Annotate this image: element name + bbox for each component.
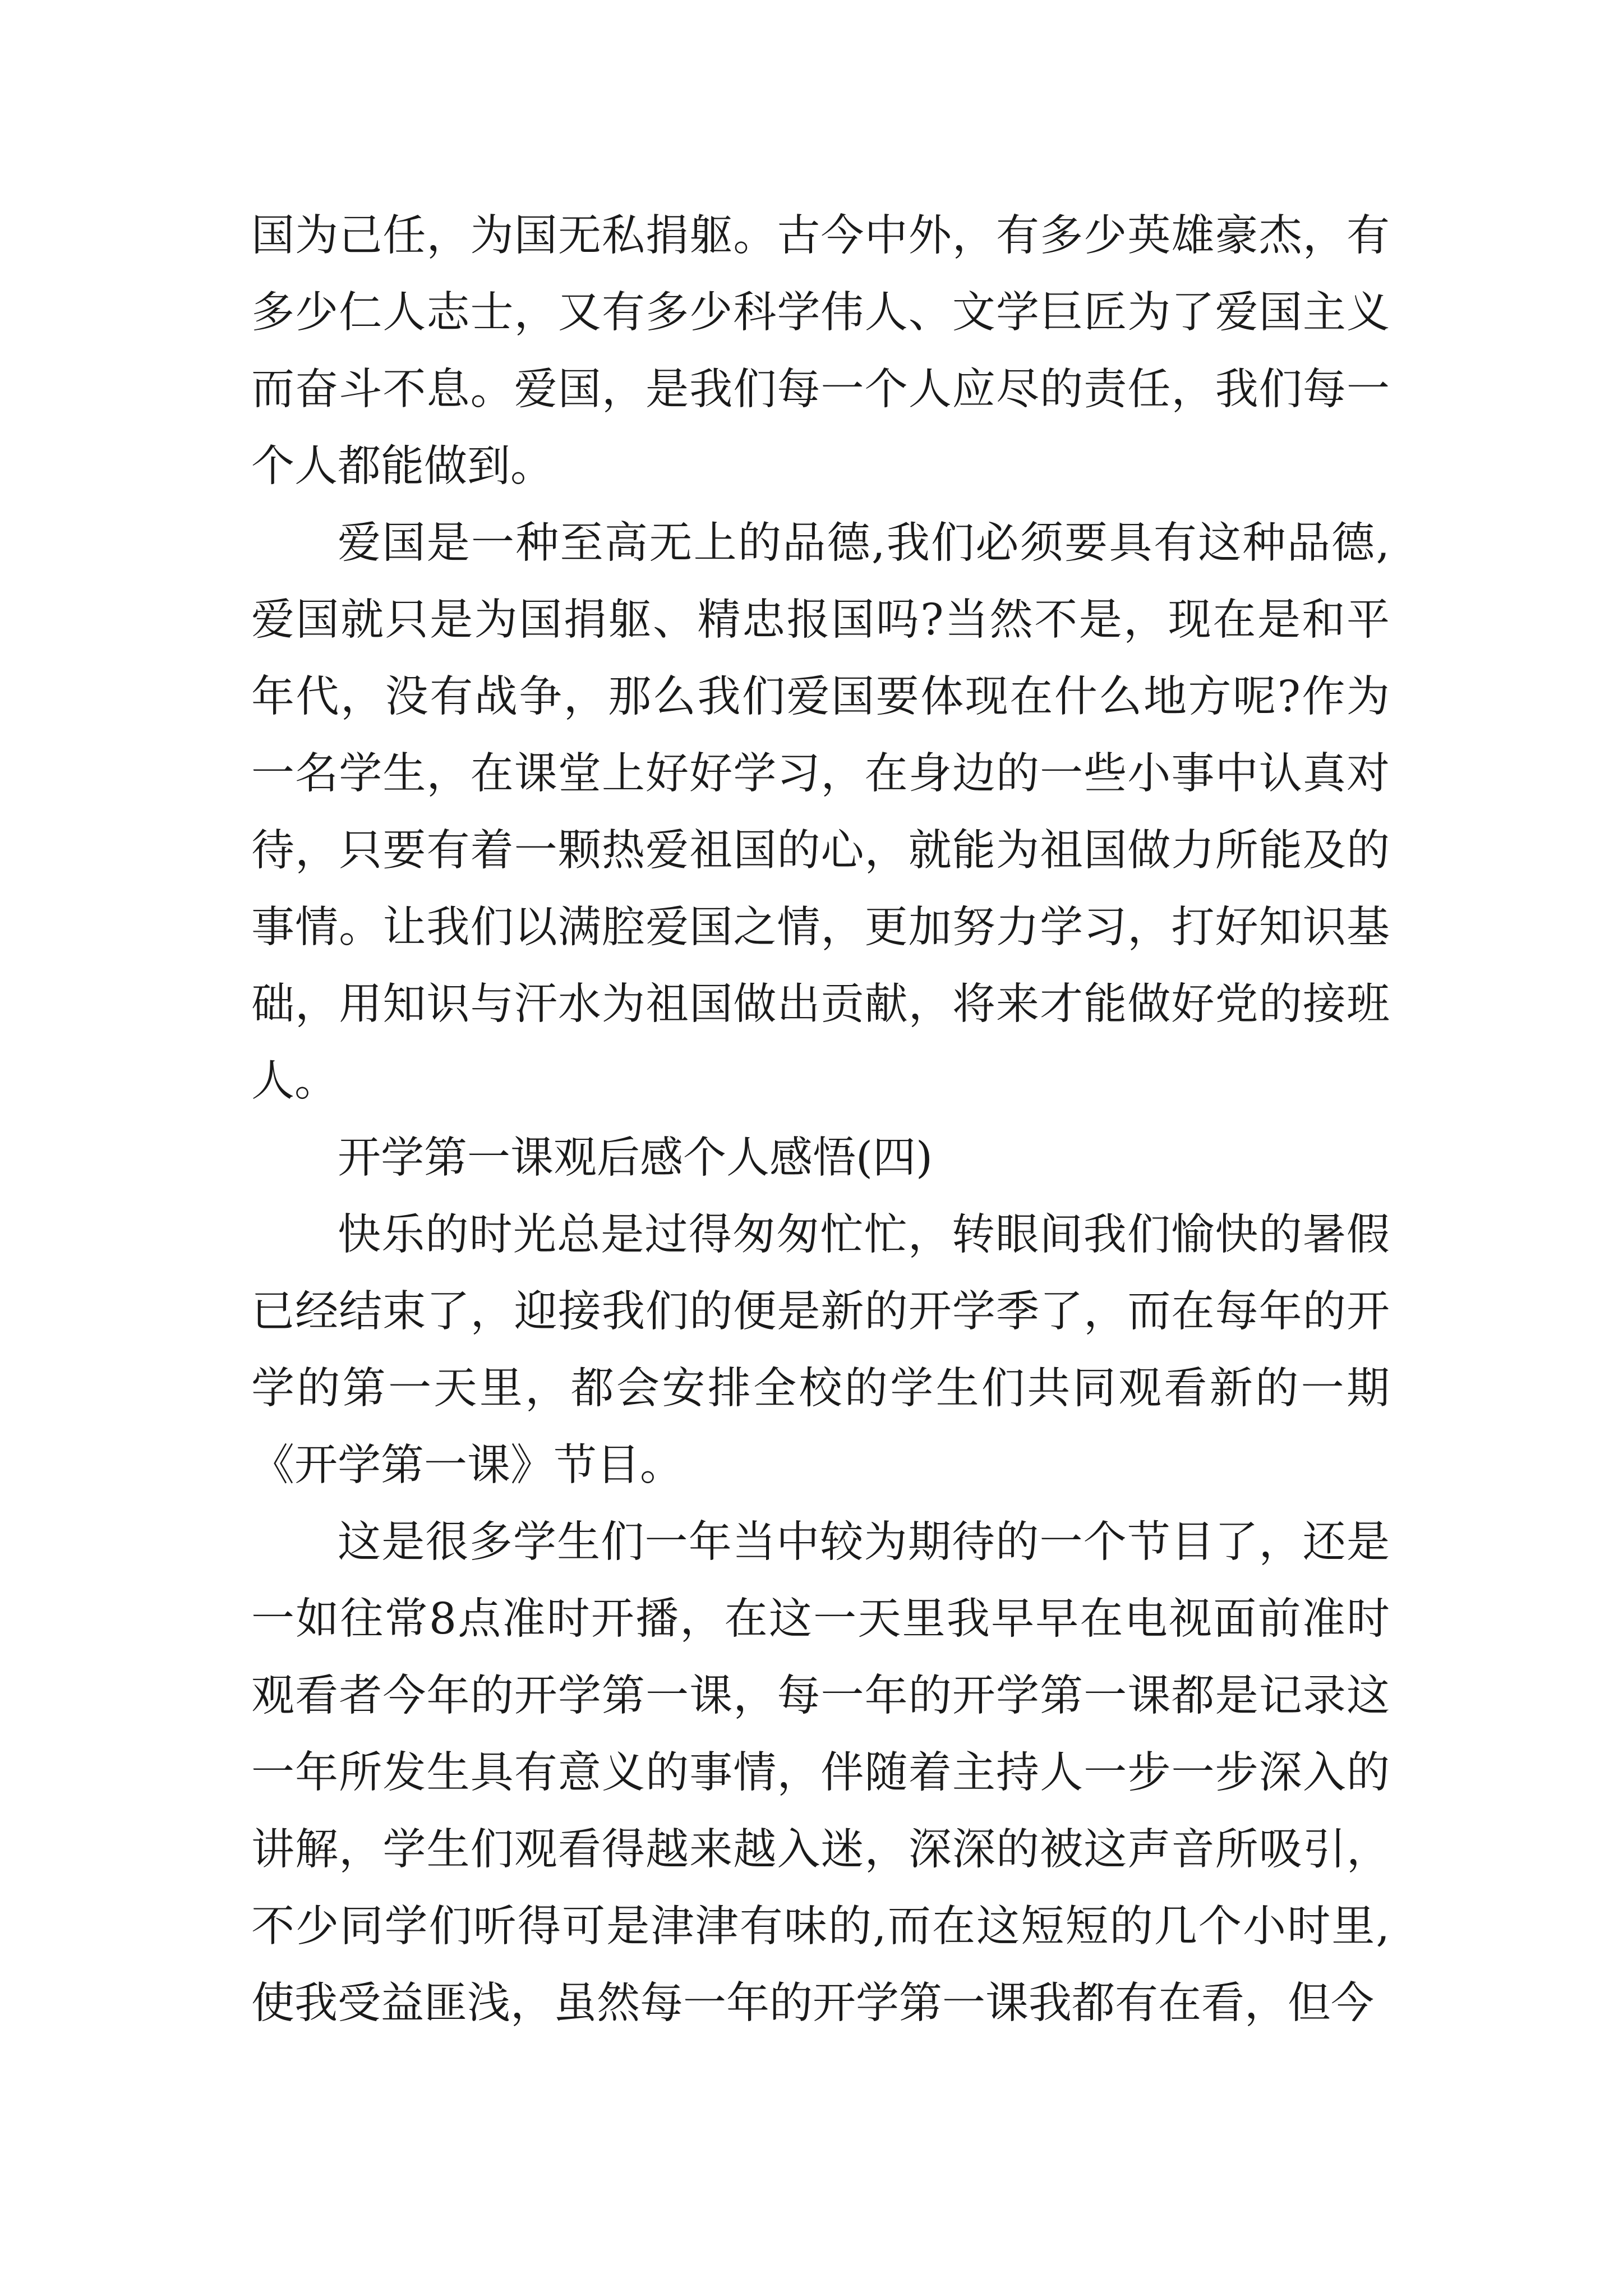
body-text: [251, 197, 1390, 2042]
section-heading: 开学第一课观后感个人感悟(四): [338, 1133, 933, 1183]
paragraph-1: 国为己任，为国无私捐躯。古今中外，有多少英雄豪杰，有多少仁人志士，又有多少科学伟人、文学巨匠为了爱国主义而奋斗不息。爱国，是我们每一个人应尽的责任，我们每一个人都能做到。: [251, 211, 1390, 491]
paragraph-3: 快乐的时光总是过得匆匆忙忙，转眼间我们愉快的暑假已经结束了，迎接我们的便是新的开学季了，而在每年的开学的第一天里，都会安排全校的学生们共同观看新的一期《开学第一课》节目。: [251, 1210, 1390, 1490]
paragraph-4: 这是很多学生们一年当中较为期待的一个节目了，还是一如往常8点准时开播，在这一天里我早早在电视面前准时观看者今年的开学第一课，每一年的开学第一课都是记录这一年所发生具有意义的事情，伴随着主持人一步一步深入的讲解，学生们观看得越来越入迷，深深的被这声音所吸引，不少同学们听得可是津津有味的,而在这短短的几个小时里,使我受益匪浅，虽然每一年的开学第一课我都有在看，但今: [251, 1517, 1390, 2028]
paragraph-2: 爱国是一种至高无上的品德,我们必须要具有这种品德,爱国就只是为国捐躯、精忠报国吗?当然不是，现在是和平年代，没有战争，那么我们爱国要体现在什么地方呢?作为一名学生，在课堂上好好学习，在身边的一些小事中认真对待，只要有着一颗热爱祖国的心，就能为祖国做力所能及的事情。让我们以满腔爱国之情，更加努力学习，打好知识基础，用知识与汗水为祖国做出贡献，将来才能做好党的接班人。: [251, 518, 1390, 1106]
